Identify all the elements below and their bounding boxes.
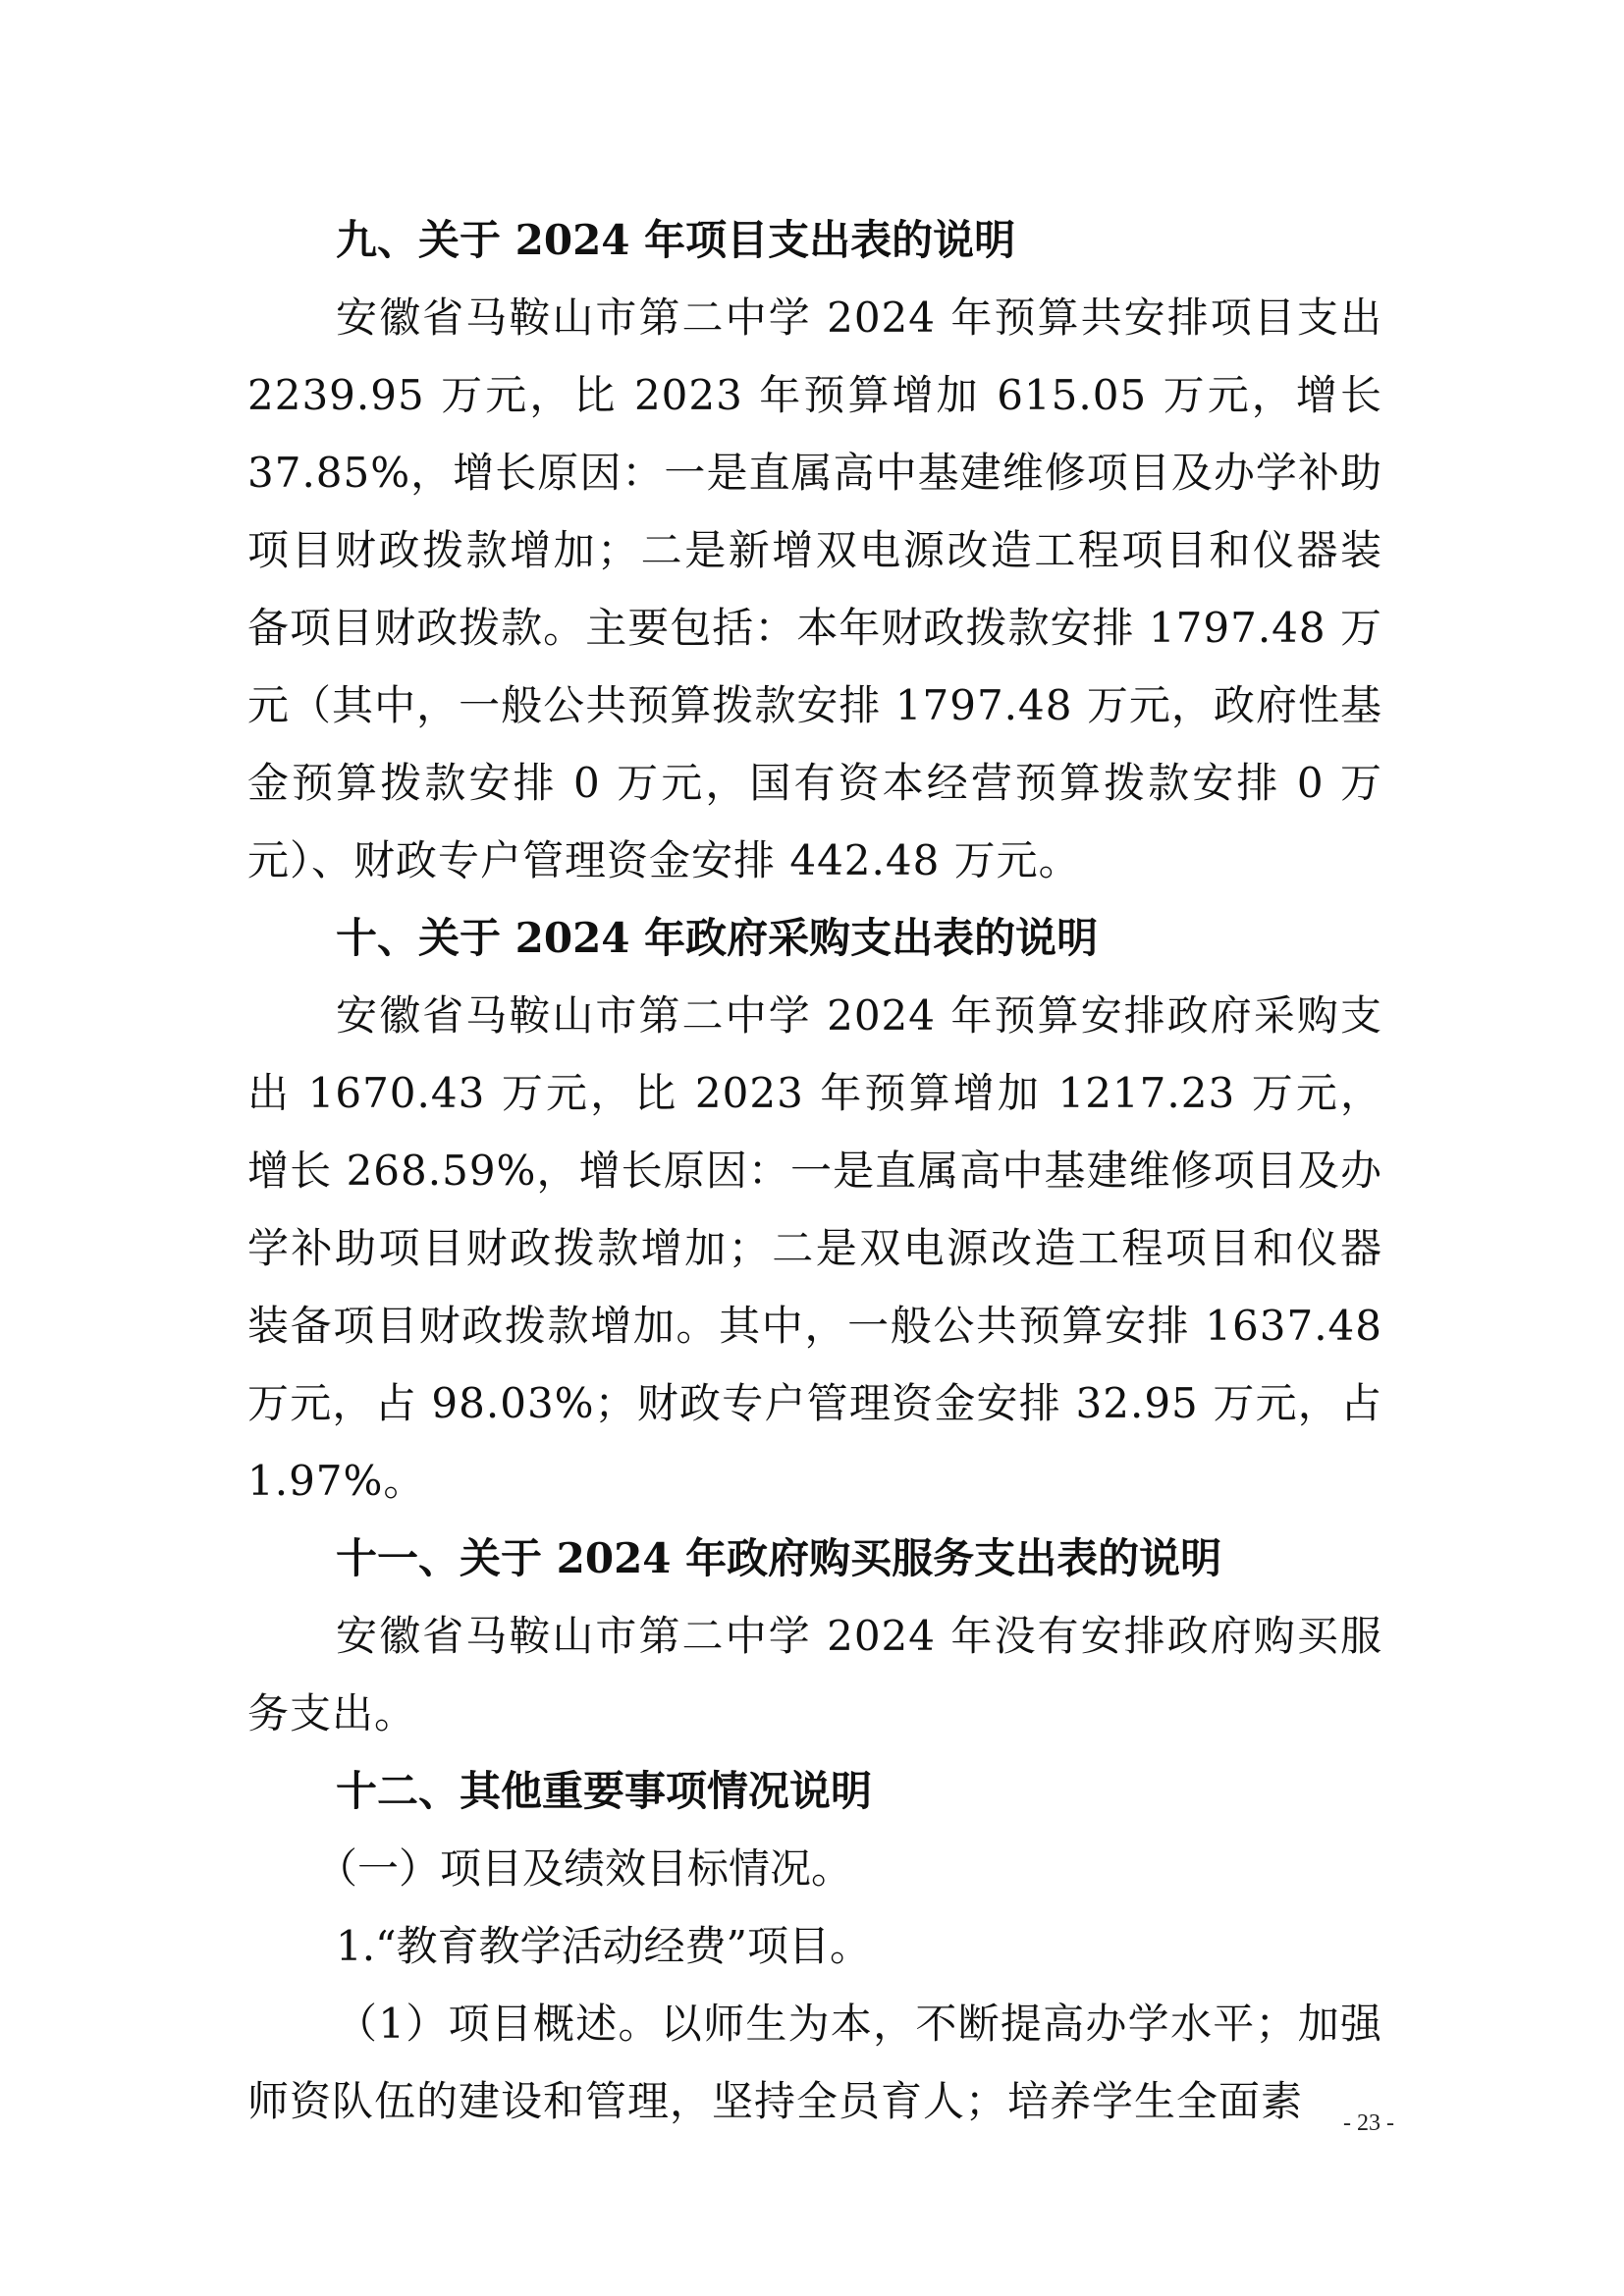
project-item-body: （1）项目概述。以师生为本，不断提高办学水平；加强师资队伍的建设和管理，坚持全员育人；培养学生全面素 [247, 2000, 1382, 2125]
section-12-heading: 十二、其他重要事项情况说明 [336, 1767, 873, 1815]
document-body [247, 201, 1382, 2140]
section-11-heading: 十一、关于 2024 年政府购买服务支出表的说明 [336, 1534, 1222, 1582]
page-number: - 23 - [1343, 2110, 1394, 2136]
section-10-heading: 十、关于 2024 年政府采购支出表的说明 [336, 914, 1099, 962]
section-9-body: 安徽省马鞍山市第二中学 2024 年预算共安排项目支出 2239.95 万元，比 2023 年预算增加 615.05 万元，增长 37.85%，增长原因：一是直属高中基建维修项目及办学补助项目财政拨款增加；二是新增双电源改造工程项目和仪器装备项目财政拨款。主要包括：本年财政拨款安排 1797.48 万元（其中，一般公共预算拨款安排 1797.48 万元，政府性基金预算拨款安排 0 万元，国有资本经营预算拨款安排 0 万元）、财政专户管理资金安排 442.48 万元。 [247, 294, 1382, 884]
section-11-body: 安徽省马鞍山市第二中学 2024 年没有安排政府购买服务支出。 [247, 1612, 1382, 1737]
section-9-heading: 九、关于 2024 年项目支出表的说明 [336, 216, 1016, 264]
section-12-subheading: （一）项目及绩效目标情况。 [316, 1844, 853, 1893]
project-item-heading: 1.“教育教学活动经费”项目。 [336, 1922, 872, 1970]
section-10-body: 安徽省马鞍山市第二中学 2024 年预算安排政府采购支出 1670.43 万元，比 2023 年预算增加 1217.23 万元，增长 268.59%，增长原因：一是直属高中基建维修项目及办学补助项目财政拨款增加；二是双电源改造工程项目和仪器装备项目财政拨款增加。其中，一般公共预算安排 1637.48 万元，占 98.03%；财政专户管理资金安排 32.95 万元，占 1.97%。 [247, 991, 1382, 1505]
